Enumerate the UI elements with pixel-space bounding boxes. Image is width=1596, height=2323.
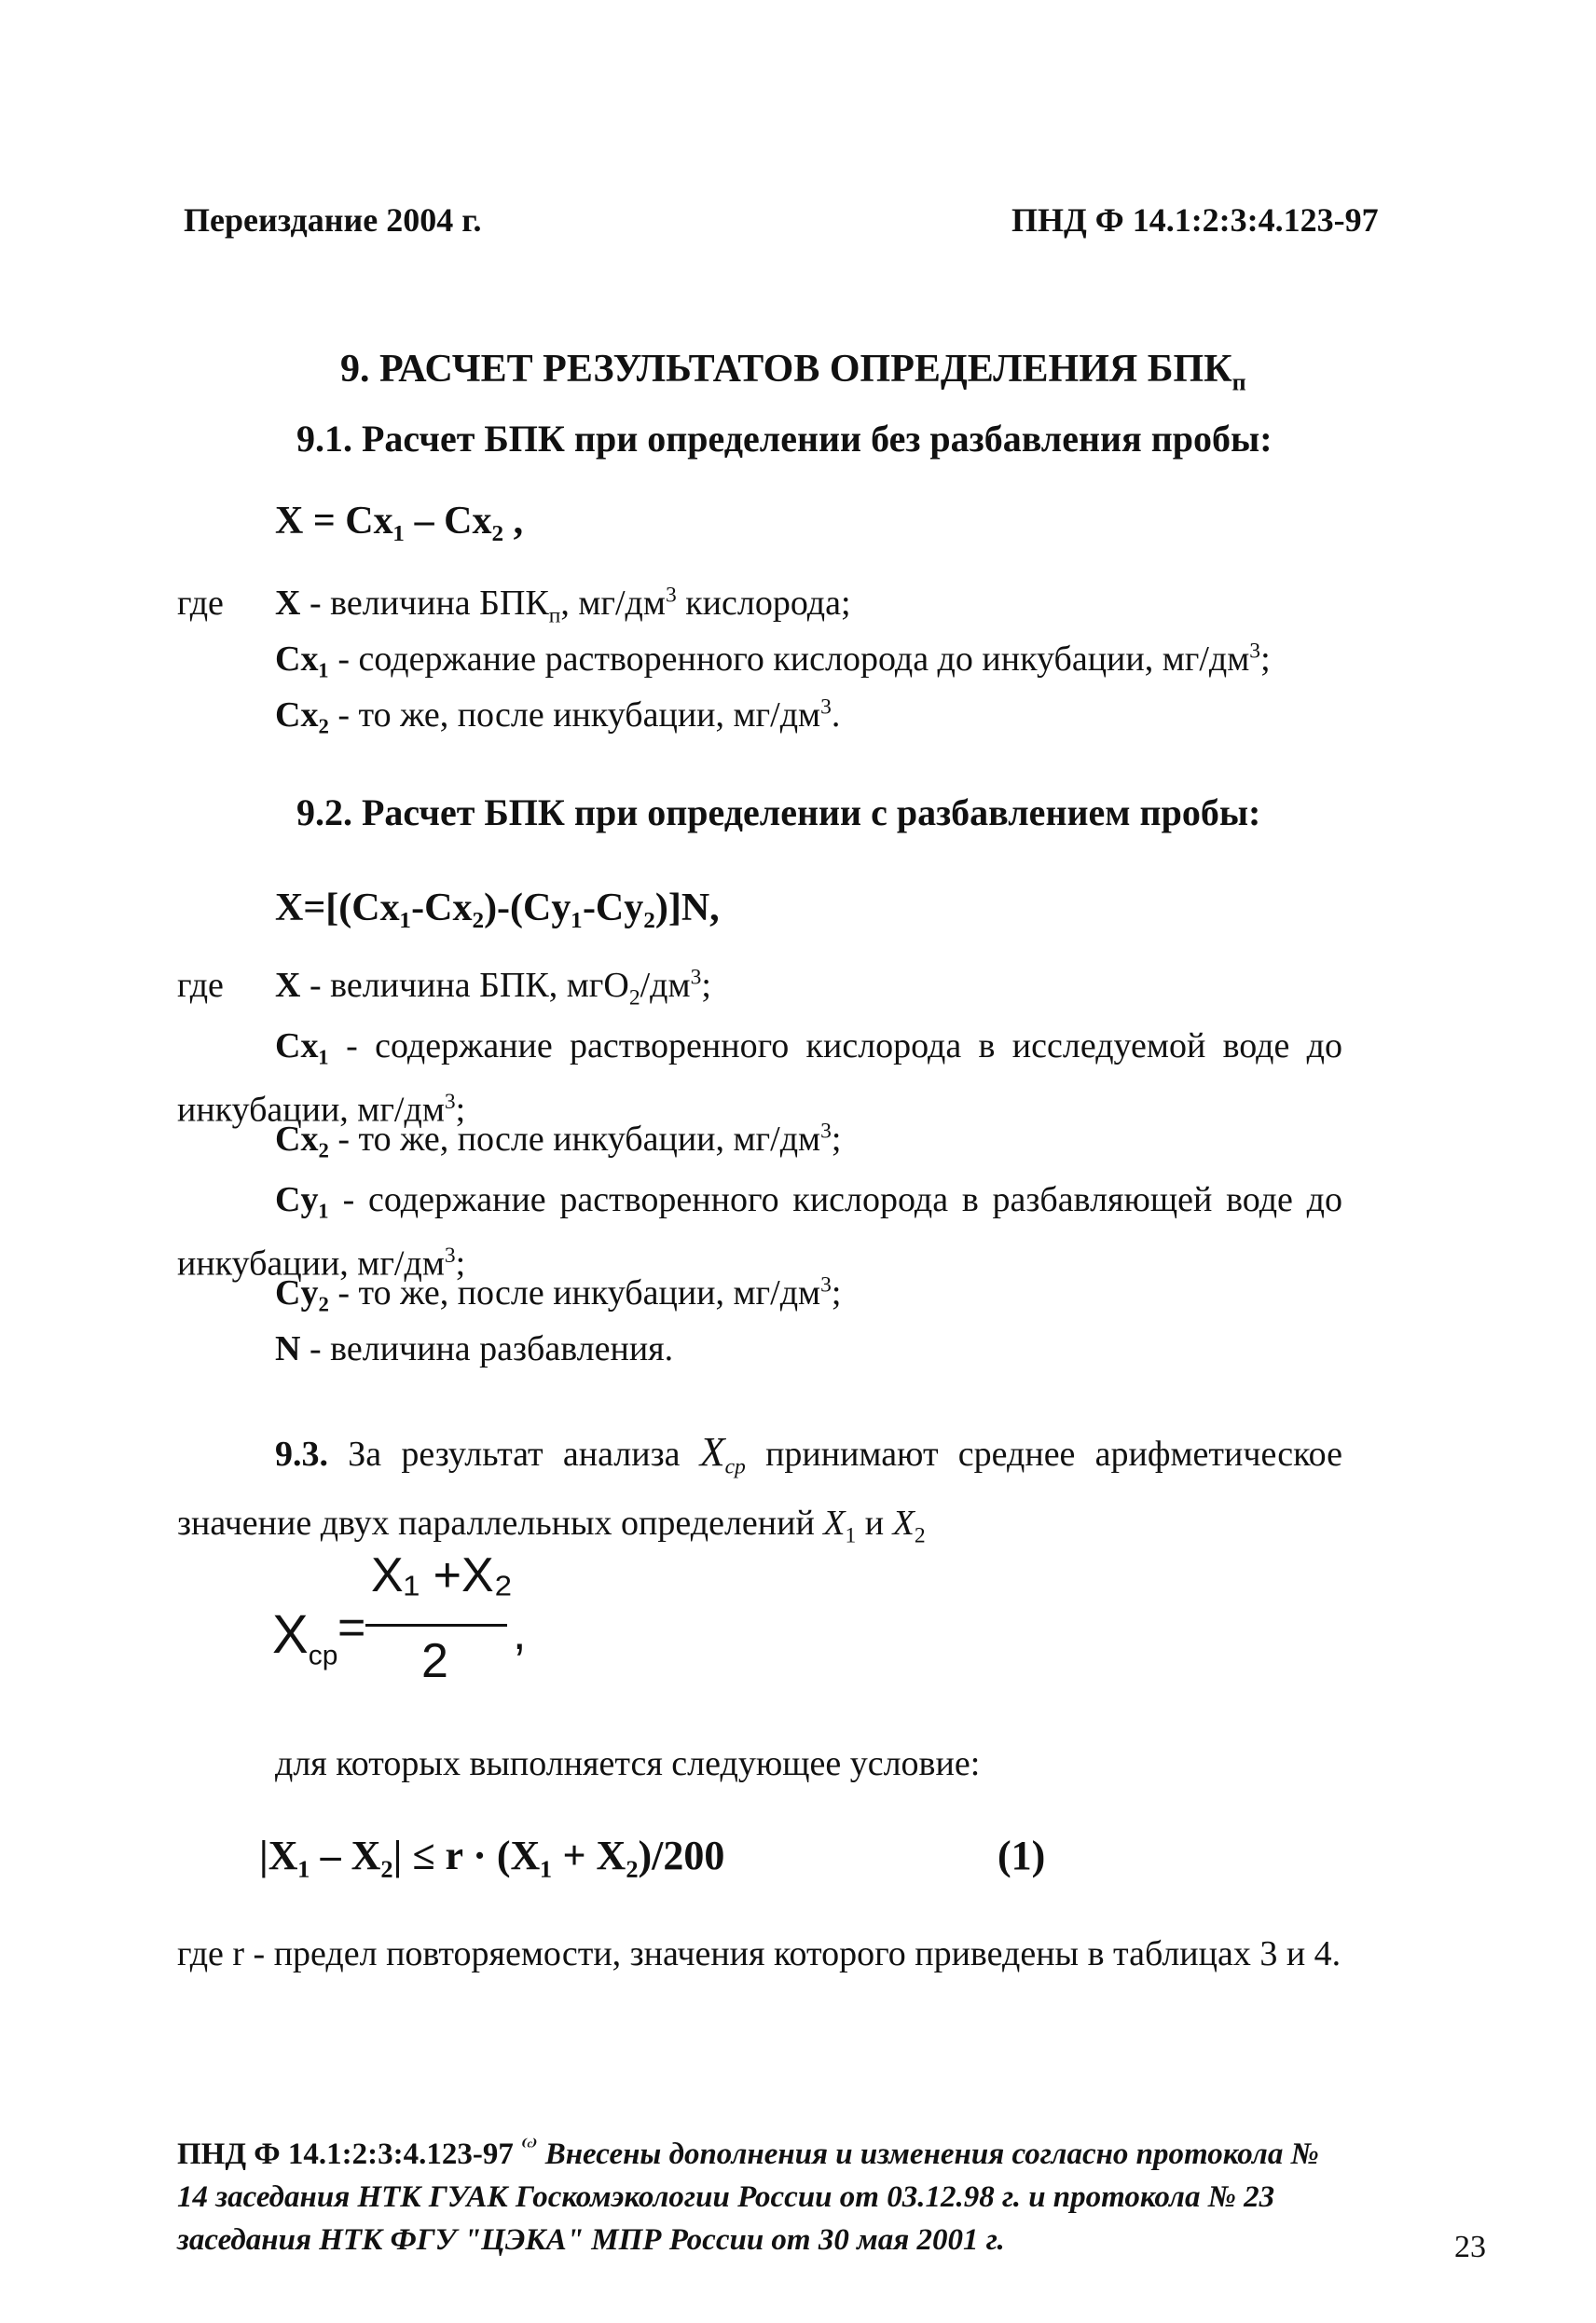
def-sup: 3	[820, 1119, 832, 1144]
def-text: - содержание растворенного кислорода до инкубации, мг/дм	[328, 639, 1250, 679]
definition-cx2-dil	[275, 1119, 841, 1160]
r-definition: где r - предел повторяемости, значения которого приведены в таблицах 3 и 4.	[177, 1934, 1341, 1973]
footer-mark: ⁽ᶜ⁾	[521, 2137, 538, 2157]
symbol-x: X	[275, 584, 301, 623]
inequality-formula: |X₁ – X₂| ≤ r · (X₁ + X₂)/200	[259, 1833, 725, 1878]
def-sup: 3	[444, 1244, 456, 1268]
formula-9-2: X=[(Cx₁-Cx₂)-(Cy₁-Cy₂)]N,	[275, 887, 720, 929]
def-text: - то же, после инкубации, мг/дм	[328, 1273, 821, 1313]
symbol-xcp: X	[699, 1429, 725, 1475]
where-label: где	[177, 584, 224, 623]
def-text: ;	[831, 1120, 842, 1159]
def-text: - величина разбавления.	[300, 1329, 674, 1368]
where-label: где	[177, 966, 224, 1005]
def-sup: 3	[665, 583, 677, 608]
def-text: - то же, после инкубации, мг/дм	[328, 1120, 821, 1159]
symbol-x2: X	[892, 1503, 915, 1543]
para-text: и	[856, 1503, 893, 1543]
definition-cy2	[275, 1272, 841, 1313]
def-text: - содержание растворенного кислорода в исследуемой воде до инкубации, мг/дм	[177, 1026, 1342, 1130]
paragraph-9-3	[177, 1424, 1342, 1563]
symbol-cx2: Cx₂	[275, 1120, 329, 1159]
definition-x	[275, 965, 711, 1011]
def-sup: 3	[820, 1272, 832, 1298]
header-right: ПНД Ф 14.1:2:3:4.123-97	[1011, 201, 1379, 239]
def-text: , мг/дм	[560, 584, 666, 623]
page-number: 23	[1454, 2230, 1486, 2264]
paragraph-number: 9.3.	[275, 1435, 328, 1474]
symbol-cy2: Cy₂	[275, 1273, 329, 1313]
fraction-numerator: X₁ +X₂	[371, 1548, 513, 1602]
def-sup: 3	[444, 1090, 456, 1114]
header-left: Переиздание 2004 г.	[184, 201, 482, 239]
symbol-cx1: Cx₁	[275, 1026, 329, 1065]
definition-cx2	[275, 694, 840, 735]
fraction-equals: =	[337, 1601, 366, 1655]
subsection-9-1-heading: 9.1. Расчет БПК при определении без разбавления пробы:	[296, 418, 1273, 460]
section-title	[340, 347, 1246, 396]
def-sub: 2	[628, 985, 640, 1010]
symbol-x1: X	[823, 1503, 846, 1543]
symbol-x: X	[275, 966, 301, 1005]
symbol-sub: 2	[914, 1523, 926, 1548]
symbol-sub: cp	[724, 1454, 746, 1479]
para-text: За результат анализа	[328, 1435, 700, 1474]
section-title-text: 9. РАСЧЕТ РЕЗУЛЬТАТОВ ОПРЕДЕЛЕНИЯ БПК	[340, 348, 1232, 391]
def-sub: п	[548, 603, 561, 628]
def-text: - величина БПК	[300, 584, 549, 623]
footer-note	[177, 2125, 1342, 2261]
def-text: - содержание растворенного кислорода в разбавляющей воде до инкубации, мг/дм	[177, 1180, 1342, 1284]
footer-note-text: Внесены дополнения и изменения согласно протокола № 14 заседания НТК ГУАК Госкомэкологии России от 03.12.98 г. и протокола № 23 заседания НТК ФГУ "ЦЭКА" МПР России от 30 мая 2001 г.	[177, 2137, 1319, 2257]
fraction-lhs	[272, 1603, 337, 1672]
subsection-9-2-heading: 9.2. Расчет БПК при определении с разбавлением пробы:	[296, 791, 1261, 833]
footer-code: ПНД Ф 14.1:2:3:4.123-97	[177, 2137, 514, 2171]
def-text: /дм	[640, 966, 691, 1005]
symbol-cx2: Cx₂	[275, 695, 329, 735]
def-sup: 3	[820, 694, 832, 720]
def-text: ;	[1260, 639, 1271, 679]
def-text: ;	[701, 966, 711, 1005]
symbol-n: N	[275, 1329, 301, 1368]
def-text: ;	[831, 1273, 842, 1313]
frac-x: X	[272, 1604, 309, 1665]
def-text: кислорода;	[676, 584, 851, 623]
symbol-cx1: Cx₁	[275, 639, 329, 679]
def-text: - величина БПК, мгО	[300, 966, 629, 1005]
def-sup: 3	[690, 965, 702, 990]
definition-cx1	[275, 639, 1271, 680]
def-text: - то же, после инкубации, мг/дм	[328, 695, 821, 735]
def-text: ;	[455, 1244, 466, 1284]
symbol-cy1: Cy₁	[275, 1180, 329, 1219]
definition-n	[275, 1328, 673, 1369]
def-text: ;	[455, 1090, 466, 1130]
def-text: .	[831, 695, 841, 735]
fraction-denominator: 2	[421, 1634, 448, 1688]
definition-x	[275, 583, 851, 629]
section-title-sub: п	[1231, 368, 1246, 396]
frac-sub: cp	[308, 1640, 338, 1671]
formula-9-1: X = Cx₁ – Cx₂ ,	[275, 500, 524, 543]
equation-number: (1)	[998, 1833, 1046, 1878]
def-sup: 3	[1249, 639, 1261, 664]
fraction-comma: ,	[513, 1606, 527, 1660]
symbol-sub: 1	[845, 1523, 857, 1548]
para-text: принимают среднее арифметическое значение двух параллельных определений	[177, 1435, 1342, 1543]
fraction-bar	[365, 1624, 507, 1627]
condition-text: для которых выполняется следующее условие:	[275, 1744, 981, 1783]
